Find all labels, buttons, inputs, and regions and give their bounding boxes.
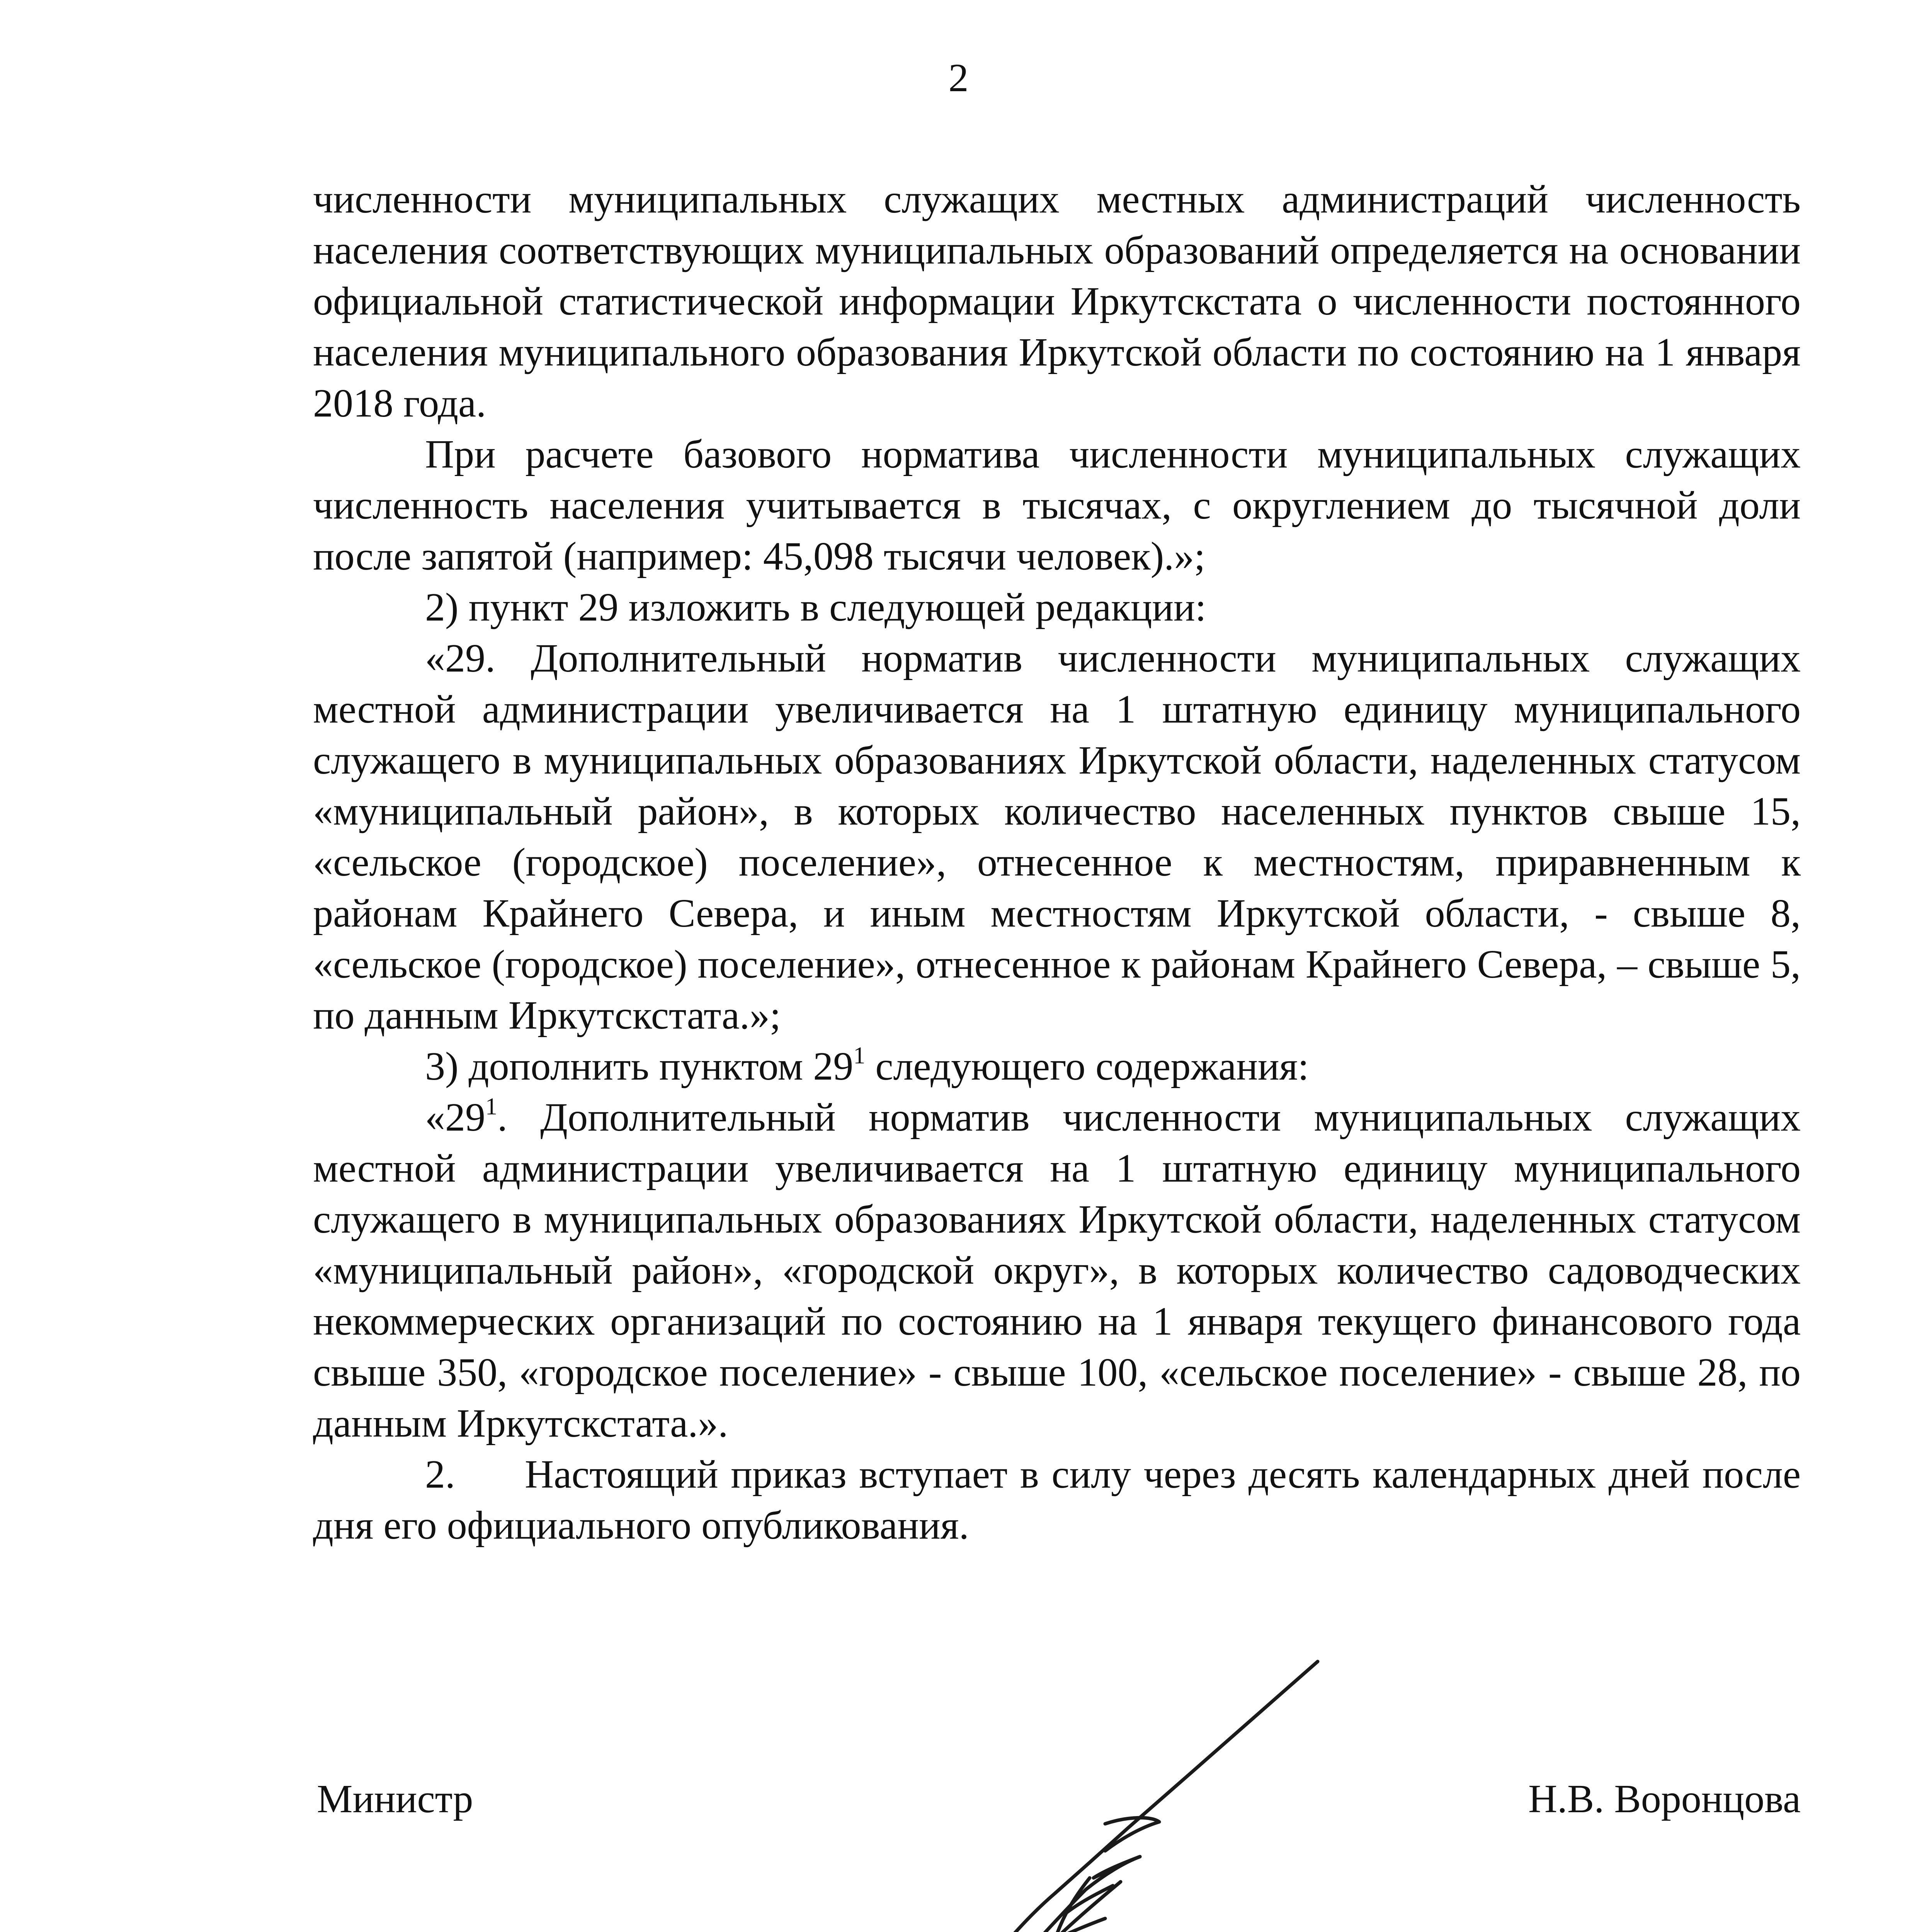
paragraph-6-post: . Дополнительный норматив численности муниципальных служащих местной администрации увеличивается на 1 штатную единицу муниципального служащего в муниципальных образованиях Иркутской области, наделенных статусом «муниципальный район», «городской округ», в которых количество садоводческих некоммерческих организаций по состоянию на 1 января текущего финансового года свыше 350, «городское поселение» - свыше 100, «сельское поселение» - свыше 28, по данным Иркутскстата.». [313, 1095, 1801, 1446]
paragraph-1: численности муниципальных служащих местных администраций численность населения соответствующих муниципальных образований определяется на основании официальной статистической информации Иркутскстата о численности постоянного населения муниципального образования Иркутской области по состоянию на 1 января 2018 года. [313, 177, 1801, 425]
paragraph-5-post: следующего содержания: [865, 1044, 1309, 1088]
paragraph-2: При расчете базового норматива численности муниципальных служащих численность населения учитывается в тысячах, с округлением до тысячной доли после запятой (например: 45,098 тысячи человек).»; [313, 432, 1801, 578]
paragraph-5-sup: 1 [853, 1043, 866, 1069]
handwritten-signature [889, 1646, 1352, 1932]
paragraph-7-text: Настоящий приказ вступает в силу через десять календарных дней после дня его официального опубликования. [313, 1452, 1801, 1548]
signatory-name: Н.В. Воронцова [1528, 1777, 1801, 1821]
signatory-title: Министр [317, 1777, 473, 1821]
paragraph-6-sup: 1 [485, 1094, 497, 1120]
paragraph-5 [313, 1041, 1801, 1092]
paragraph-6 [313, 1092, 1801, 1449]
paragraph-3: 2) пункт 29 изложить в следующей редакции: [425, 585, 1206, 629]
paragraph-4: «29. Дополнительный норматив численности муниципальных служащих местной администрации увеличивается на 1 штатную единицу муниципального служащего в муниципальных образованиях Иркутской области, наделенных статусом «муниципальный район», в которых количество населенных пунктов свыше 15, «сельское (городское) поселение», отнесенное к местностям, приравненным к районам Крайнего Севера, и иным местностям Иркутской области, - свыше 8, «сельское (городское) поселение», отнесенное к районам Крайнего Севера, – свыше 5, по данным Иркутскстата.»; [313, 636, 1801, 1037]
paragraph-7-number: 2. [425, 1452, 455, 1497]
paragraph-5-pre: 3) дополнить пунктом 29 [425, 1044, 854, 1088]
document-body [313, 174, 1801, 1551]
paragraph-6-pre: «29 [425, 1095, 485, 1139]
page-number: 2 [948, 56, 969, 100]
paragraph-7 [313, 1449, 1801, 1551]
